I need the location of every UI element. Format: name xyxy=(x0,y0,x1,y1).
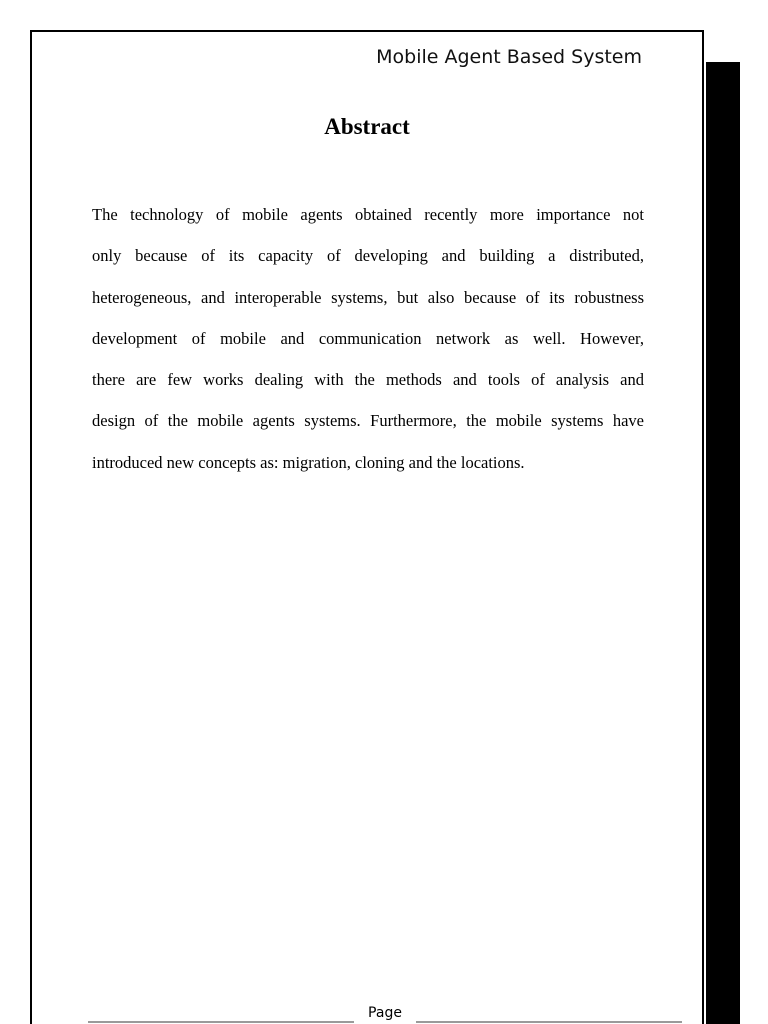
abstract-line: design of the mobile agents systems. Furthermore, the mobile systems have xyxy=(92,411,644,431)
abstract-line: development of mobile and communication network as well. However, xyxy=(92,328,644,348)
abstract-line: The technology of mobile agents obtained recently more importance not xyxy=(92,205,644,224)
abstract-line: only because of its capacity of developing and building a distributed, xyxy=(92,246,644,266)
footer-page-label: Page xyxy=(368,1005,402,1021)
footer-rule-right xyxy=(416,1021,682,1023)
abstract-line: there are few works dealing with the methods and tools of analysis and xyxy=(92,370,644,390)
footer-rule-left xyxy=(88,1021,354,1023)
abstract-line: introduced new concepts as: migration, cloning and the locations. xyxy=(92,452,525,472)
abstract-title: Abstract xyxy=(324,114,410,139)
abstract-body xyxy=(92,194,644,483)
running-header: Mobile Agent Based System xyxy=(376,46,642,68)
document-page xyxy=(30,30,704,1024)
page-shadow xyxy=(706,62,740,1024)
abstract-line: heterogeneous, and interoperable systems, but also because of its robustness xyxy=(92,287,644,307)
